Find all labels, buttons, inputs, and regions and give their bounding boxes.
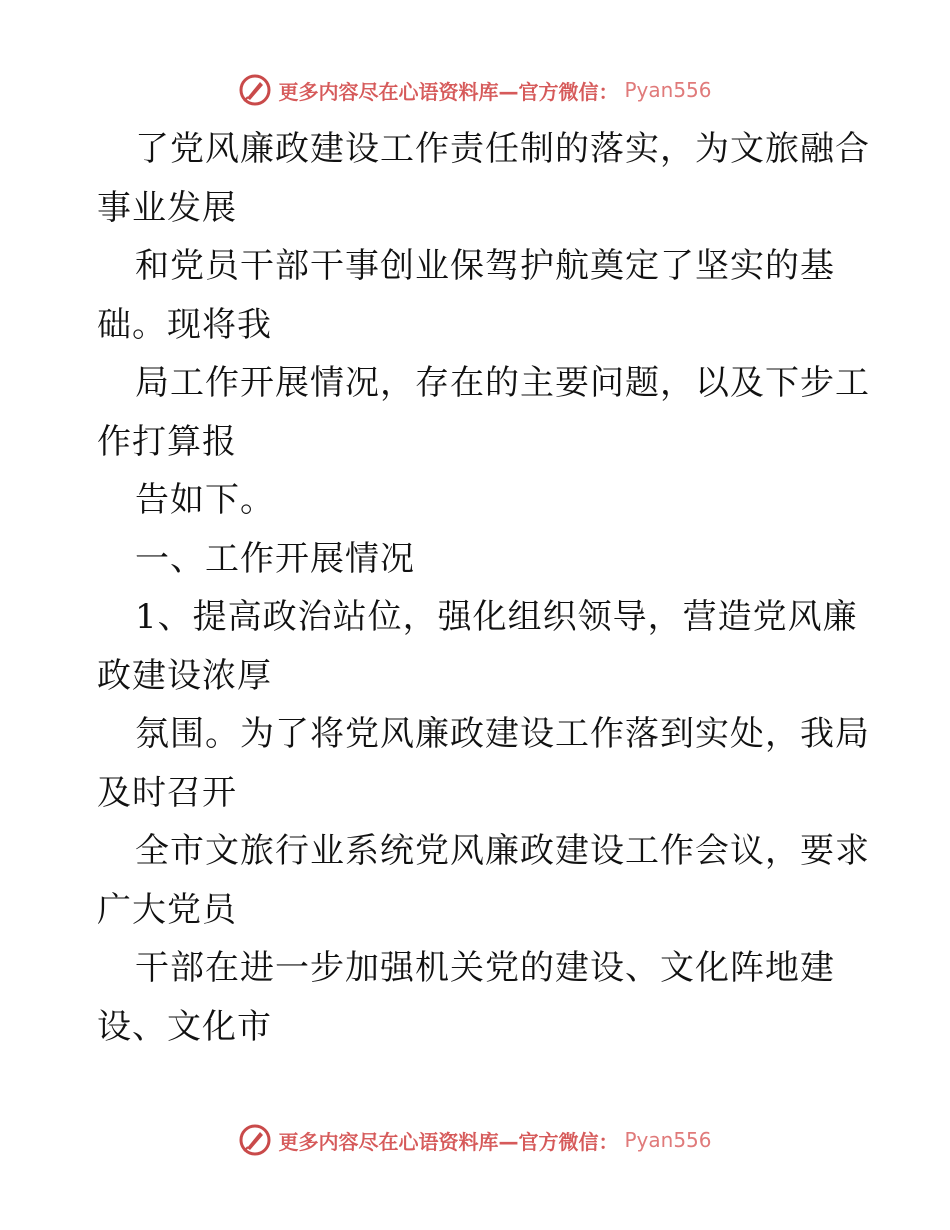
body-line: 干部在进一步加强机关党的建设、文化阵地建 <box>135 948 835 988</box>
footer-wechat-id: Pyan556 <box>624 1128 712 1152</box>
body-line: 政建设浓厚 <box>97 655 272 696</box>
body-line: 广大党员 <box>97 889 237 930</box>
body-line: 氛围。为了将党风廉政建设工作落到实处，我局 <box>135 714 870 754</box>
body-line: 1、提高政治站位，强化组织领导，营造党风廉 <box>135 597 858 637</box>
feather-pen-logo-icon <box>238 73 272 107</box>
feather-pen-logo-icon <box>238 1123 272 1157</box>
body-line: 设、文化市 <box>97 1006 272 1047</box>
header-watermark-banner <box>0 70 950 110</box>
body-line: 了党风廉政建设工作责任制的落实，为文旅融合 <box>135 129 870 169</box>
body-line: 础。现将我 <box>97 304 272 345</box>
footer-watermark-banner <box>0 1120 950 1160</box>
header-banner-text: 更多内容尽在心语资料库—官方微信： <box>278 79 619 104</box>
body-line: 作打算报 <box>97 421 237 462</box>
body-line: 全市文旅行业系统党风廉政建设工作会议，要求 <box>135 831 870 871</box>
body-line: 告如下。 <box>135 480 275 520</box>
section-heading: 一、工作开展情况 <box>135 538 415 579</box>
header-wechat-id: Pyan556 <box>624 78 712 102</box>
body-line: 事业发展 <box>97 187 237 228</box>
document-body <box>97 120 870 1056</box>
body-line: 和党员干部干事创业保驾护航奠定了坚实的基 <box>135 246 835 286</box>
body-line: 及时召开 <box>97 772 237 813</box>
footer-banner-text: 更多内容尽在心语资料库—官方微信： <box>278 1129 619 1154</box>
body-line: 局工作开展情况，存在的主要问题，以及下步工 <box>135 363 870 403</box>
